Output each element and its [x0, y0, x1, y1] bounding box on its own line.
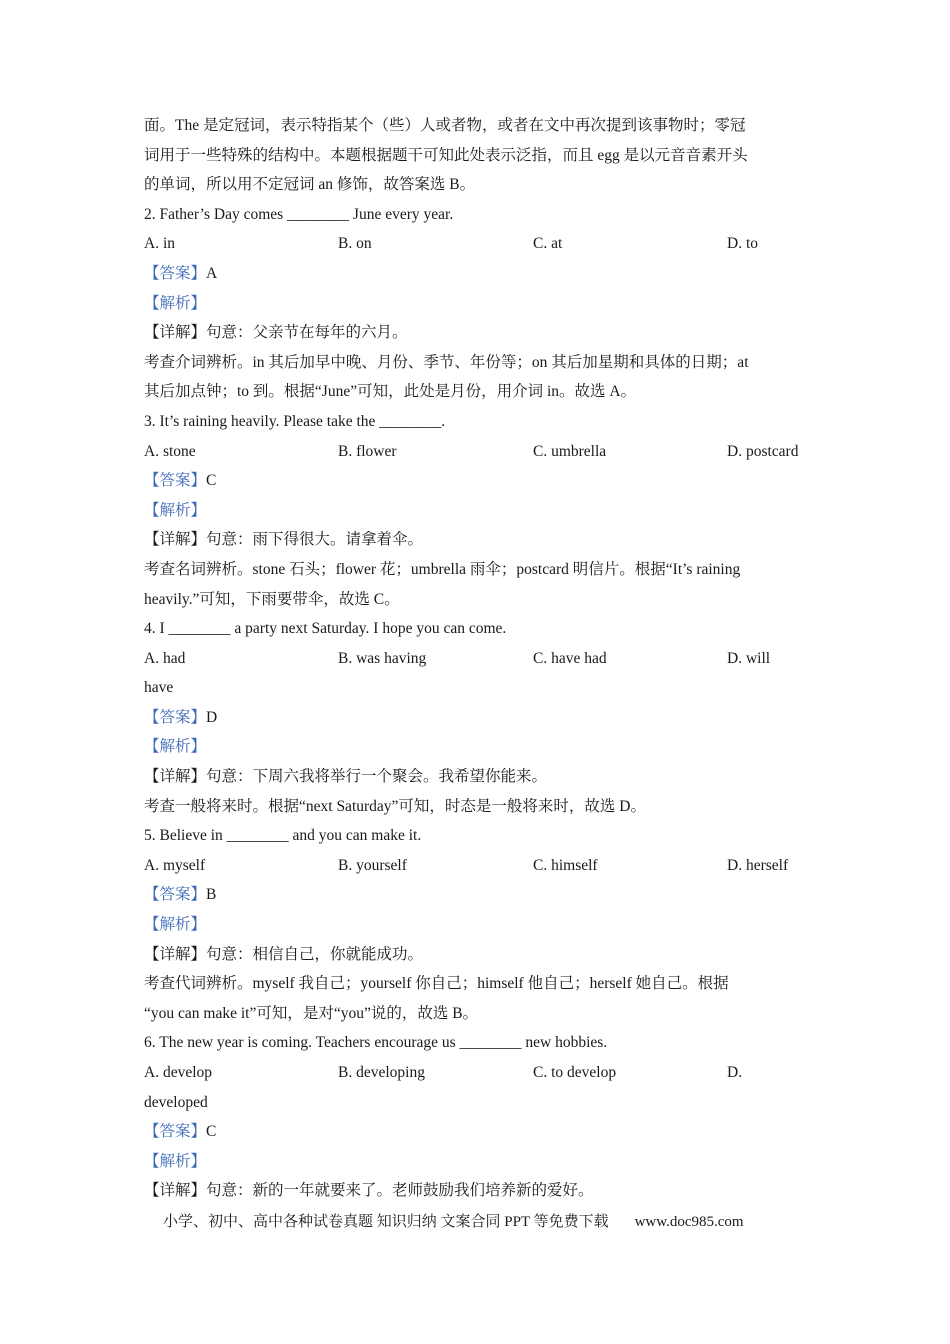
option-b: B. developing — [338, 1064, 425, 1081]
option-d: D. postcard — [727, 442, 799, 460]
explain-line: “you can make it”可知，是对“you”说的，故选 B。 — [144, 1004, 479, 1022]
explain-line: heavily.”可知，下雨要带伞，故选 C。 — [144, 590, 400, 608]
answer-label: 【答案】 — [144, 708, 207, 726]
answer-value: C — [206, 1123, 217, 1141]
page-content — [144, 111, 808, 1206]
page-footer — [163, 1210, 744, 1231]
option-b: B. yourself — [338, 856, 407, 874]
answer-line — [144, 703, 808, 733]
intro-line: 词用于一些特殊的结构中。本题根据题干可知此处表示泛指，而且 egg 是以元音音素开头 — [144, 146, 748, 164]
detail-line: 【详解】句意：下周六我将举行一个聚会。我希望你能来。 — [144, 768, 548, 786]
intro-line: 的单词，所以用不定冠词 an 修饰，故答案选 B。 — [144, 176, 476, 194]
answer-label: 【答案】 — [144, 264, 207, 282]
answer-line — [144, 466, 808, 496]
option-c: C. at — [533, 235, 563, 253]
answer-label: 【答案】 — [144, 1123, 207, 1141]
question-stem: 6. The new year is coming. Teachers encourage us ________ new hobbies. — [144, 1034, 608, 1052]
option-b: B. flower — [338, 442, 397, 460]
detail-line: 【详解】句意：雨下得很大。请拿着伞。 — [144, 531, 424, 549]
footer-url[interactable]: www.doc985.com — [634, 1214, 744, 1230]
option-a: A. stone — [144, 442, 196, 460]
footer-text: 小学、初中、高中各种试卷真题 知识归纳 文案合同 PPT 等免费下载 — [163, 1214, 609, 1230]
answer-value: D — [206, 708, 218, 726]
option-b: B. on — [338, 235, 372, 253]
option-d: D. will — [727, 649, 771, 667]
answer-label: 【答案】 — [144, 886, 207, 904]
explain-line: 考查名词辨析。stone 石头；flower 花；umbrella 雨伞；postcard 明信片。根据“It’s raining — [144, 560, 741, 578]
answer-line — [144, 1117, 808, 1147]
option-d-overflow: have — [144, 679, 174, 697]
question-stem: 3. It’s raining heavily. Please take the ________. — [144, 412, 446, 430]
question-stem: 5. Believe in ________ and you can make it. — [144, 827, 422, 845]
answer-value: C — [206, 472, 217, 490]
options-row — [144, 1058, 808, 1088]
answer-label: 【答案】 — [144, 472, 207, 490]
option-d: D. — [727, 1064, 743, 1081]
option-a: A. develop — [144, 1064, 213, 1081]
analysis-label: 【解析】 — [144, 501, 207, 519]
options-row — [144, 851, 808, 881]
analysis-label: 【解析】 — [144, 916, 207, 934]
option-c: C. himself — [533, 856, 598, 874]
analysis-label: 【解析】 — [144, 738, 207, 756]
answer-line — [144, 259, 808, 289]
analysis-label: 【解析】 — [144, 1152, 207, 1170]
option-b: B. was having — [338, 649, 427, 667]
analysis-label: 【解析】 — [144, 294, 207, 312]
explain-line: 考查介词辨析。in 其后加早中晚、月份、季节、年份等；on 其后加星期和具体的日期；at — [144, 353, 749, 371]
intro-line: 面。The 是定冠词，表示特指某个（些）人或者物，或者在文中再次提到该事物时；零冠 — [144, 117, 746, 134]
answer-line — [144, 880, 808, 910]
explain-line: 其后加点钟；to 到。根据“June”可知，此处是月份，用介词 in。故选 A。 — [144, 383, 637, 401]
options-row — [144, 437, 808, 467]
option-d: D. to — [727, 235, 758, 253]
explain-line: 考查一般将来时。根据“next Saturday”可知，时态是一般将来时，故选 D。 — [144, 797, 646, 815]
option-a: A. had — [144, 649, 186, 667]
answer-value: B — [206, 886, 217, 904]
option-a: A. in — [144, 235, 175, 253]
detail-line: 【详解】句意：相信自己，你就能成功。 — [144, 945, 424, 963]
detail-line: 【详解】句意：新的一年就要来了。老师鼓励我们培养新的爱好。 — [144, 1182, 594, 1200]
option-a: A. myself — [144, 856, 206, 874]
detail-line: 【详解】句意：父亲节在每年的六月。 — [144, 324, 408, 342]
explain-line: 考查代词辨析。myself 我自己；yourself 你自己；himself 他自己；herself 她自己。根据 — [144, 975, 729, 993]
option-c: C. umbrella — [533, 442, 607, 460]
options-row — [144, 229, 808, 259]
question-stem: 2. Father’s Day comes ________ June every year. — [144, 205, 454, 223]
question-stem: 4. I ________ a party next Saturday. I hope you can come. — [144, 620, 507, 638]
option-d: D. herself — [727, 856, 789, 874]
option-c: C. to develop — [533, 1064, 617, 1081]
answer-value: A — [206, 264, 218, 282]
option-c: C. have had — [533, 649, 607, 667]
option-d-overflow: developed — [144, 1093, 208, 1111]
options-row — [144, 644, 808, 674]
